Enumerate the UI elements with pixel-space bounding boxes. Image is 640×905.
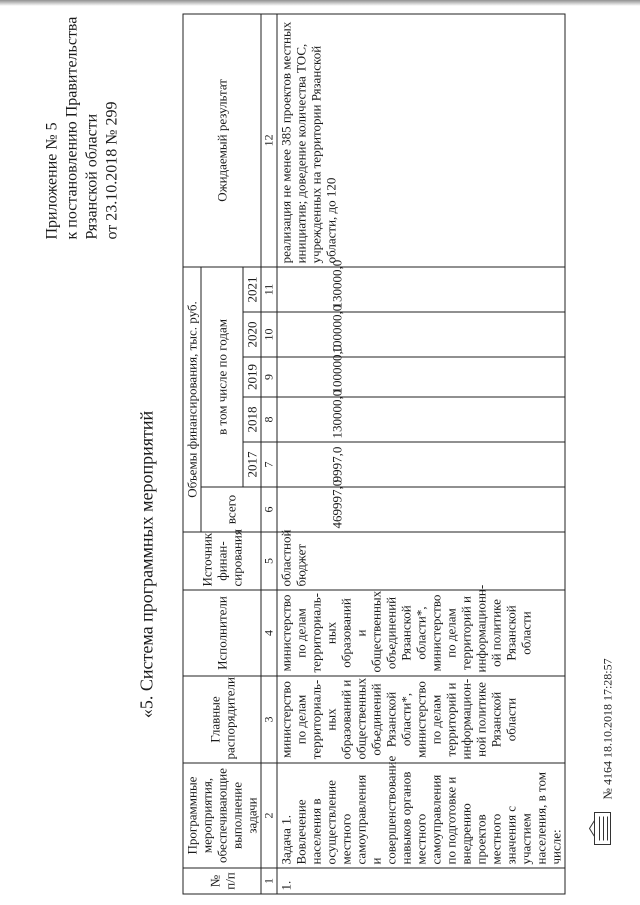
table-row [277, 14, 565, 894]
header-volume: Объемы финансирования, тыс. руб. [183, 267, 201, 532]
header-year: 2018 [243, 397, 261, 442]
row-2021: 130000,0 [277, 267, 565, 312]
header-year: 2017 [243, 442, 261, 487]
header-by-years: в том числе по годам [201, 267, 243, 487]
row-result: реализация не менее 385 проектов местных инициатив; доведение количества ТОС, учрежденных на территории Рязанской области, до 120 [277, 14, 565, 267]
column-number: 5 [261, 532, 277, 590]
registration-stamp-icon [588, 811, 612, 847]
program-events-table [182, 13, 565, 894]
column-number: 2 [261, 763, 277, 868]
row-2017: 9997,0 [277, 442, 565, 487]
header-year: 2020 [243, 312, 261, 357]
row-total: 469997,0 [277, 487, 565, 532]
header-year: 2019 [243, 357, 261, 397]
header-events: Программные мероприятия, обеспечивающие выполнение задачи [183, 763, 261, 868]
header-year: 2021 [243, 267, 261, 312]
header-executors: Исполнители [183, 590, 261, 676]
row-events: Задача 1. Вовлечение населения в осуществление местного самоуправления и совершенствование навыков органов местного самоуправления по подготовке и внедрению проектов местного значения с участием населения, в том числе: [277, 763, 565, 868]
row-2019: 100000,0 [277, 357, 565, 397]
column-number: 3 [261, 676, 277, 763]
header-managers: Главные распорядители [183, 676, 261, 763]
registration-stamp: № 4164 18.10.2018 17:28:57 [600, 658, 614, 800]
column-number: 4 [261, 590, 277, 676]
column-number: 11 [261, 267, 277, 312]
column-numbers-row [261, 14, 277, 894]
header-source: Источник финан-сирования [183, 532, 261, 590]
row-executors: министерство по делам территориаль-ных образований и общественных объединений Рязанской области*, министерство по делам территорий и информационн-ой политике Рязанской области [277, 590, 565, 676]
column-number: 1 [261, 868, 277, 894]
section-title: «5. Система программных мероприятий [136, 410, 156, 719]
appendix-line-3: Рязанской области [83, 113, 100, 240]
header-result: Ожидаемый результат [183, 14, 261, 267]
column-number: 8 [261, 397, 277, 442]
header-row-1 [183, 14, 201, 894]
header-total: всего [201, 487, 261, 532]
row-num: 1. [277, 868, 565, 894]
appendix-line-2: к постановлению Правительства [63, 16, 80, 240]
appendix-line-1: Приложение № 5 [43, 122, 60, 240]
column-number: 12 [261, 14, 277, 267]
appendix-line-4: от 23.10.2018 № 299 [103, 101, 120, 240]
column-number: 9 [261, 357, 277, 397]
header-num: № п/п [183, 868, 261, 894]
row-2018: 130000,0 [277, 397, 565, 442]
row-source: областной бюджет [277, 532, 565, 590]
column-number: 7 [261, 442, 277, 487]
appendix-heading [42, 10, 122, 240]
column-number: 6 [261, 487, 277, 532]
row-managers: министерство по делам территориаль-ных образований и общественных объединений Рязанской области*, министерство по делам территорий и информацион-ной политике Рязанской области [277, 676, 565, 763]
column-number: 10 [261, 312, 277, 357]
row-2020: 100000,0 [277, 312, 565, 357]
